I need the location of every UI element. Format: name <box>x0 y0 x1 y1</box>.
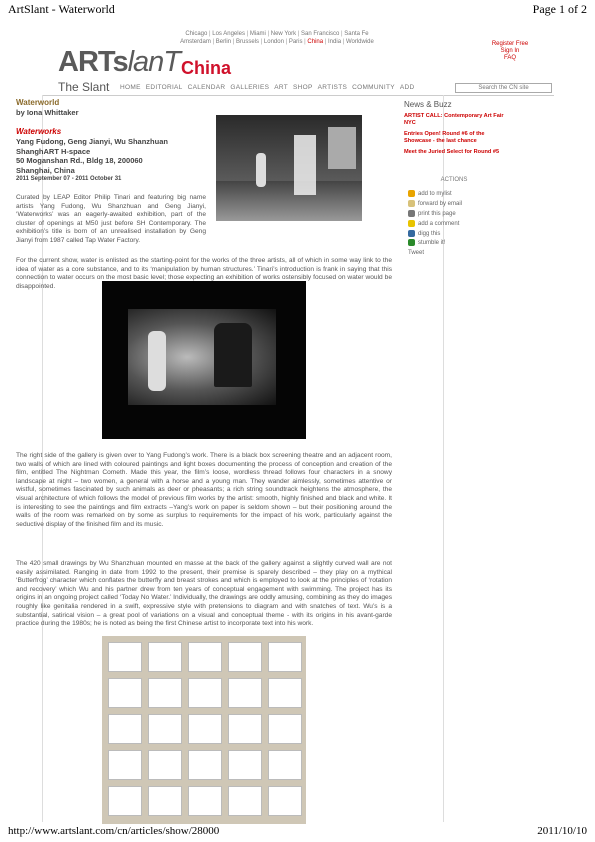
action-item[interactable] <box>408 190 462 200</box>
print-title: ArtSlant - Waterworld <box>8 2 115 16</box>
sidebar-link[interactable]: ARTIST CALL: Contemporary Art Fair NYC <box>404 113 504 126</box>
the-slant-label[interactable]: The Slant <box>58 80 110 94</box>
drawing-frame <box>148 642 182 672</box>
nav-item[interactable]: EDITORIAL <box>145 84 183 91</box>
nav-item[interactable]: GALLERIES <box>230 84 270 91</box>
drawing-frame <box>108 786 142 816</box>
drawing-frame <box>148 750 182 780</box>
city-link[interactable]: Los Angeles <box>212 31 245 37</box>
photo-floor <box>216 181 362 221</box>
action-item[interactable] <box>408 230 462 240</box>
show-venue[interactable]: ShanghART H-space <box>16 146 91 156</box>
faq-link[interactable]: FAQ <box>503 55 516 61</box>
film-still-scene <box>128 309 276 405</box>
photo-screen <box>328 127 356 169</box>
sidebar-link[interactable]: Meet the Juried Select for Round #5 <box>404 149 500 155</box>
action-item[interactable] <box>408 239 462 249</box>
drawing-frame <box>188 750 222 780</box>
article-paragraph-1: Curated by LEAP Editor Philip Tinari and featuring big name artists Yang Fudong, Wu Shanzhuan and Geng Jianyi, ‘Waterworks’ was an eagerly-awaited exhibition, part of the cluster of openings at M50 just before SH Contemporary. The exhibition’s title is born of an unrealised installation by Geng Jianyi from 1987 called Tap Water Factory. <box>16 194 206 244</box>
show-dates: 2011 September 07 - 2011 October 31 <box>16 176 122 182</box>
drawing-frame <box>268 750 302 780</box>
action-label: forward by email <box>418 200 463 207</box>
drawings-wall-photo <box>102 636 306 824</box>
nav-item[interactable]: SHOP <box>293 84 313 91</box>
city-link[interactable]: Chicago <box>185 31 208 37</box>
photo-sculpture <box>294 135 316 195</box>
drawing-frame <box>268 642 302 672</box>
drawing-frame <box>188 678 222 708</box>
city-link[interactable]: London <box>263 39 284 45</box>
article-byline[interactable]: by Iona Whittaker <box>16 108 79 117</box>
stumbleupon-icon <box>408 239 415 246</box>
drawing-frame <box>148 678 182 708</box>
city-link[interactable]: Brussels <box>235 39 259 45</box>
action-label: digg this <box>418 230 441 237</box>
article-title: Waterworld <box>16 98 60 107</box>
show-artists: Yang Fudong, Geng Jianyi, Wu Shanzhuan <box>16 137 168 146</box>
print-page-number: Page 1 of 2 <box>532 2 587 16</box>
show-title[interactable]: Waterworks <box>16 127 62 136</box>
city-link[interactable]: Miami <box>249 31 266 37</box>
printer-icon <box>408 210 415 217</box>
print-url: http://www.artslant.com/cn/articles/show/28000 <box>8 825 220 837</box>
drawing-frame <box>268 714 302 744</box>
city-nav: Chicago | Los Angeles | Miami | New York | San Francisco | Santa Fe Amsterdam | Berlin | Brussels | London | Paris | China | India | Worldwide <box>180 31 374 45</box>
logo-art: ARTs <box>58 46 128 78</box>
sidebar-links <box>404 113 504 160</box>
article-paragraph-3: The right side of the gallery is given over to Yang Fudong’s work. There is a black box screening theatre and an adjacent room, two walls of which are lined with coloured paintings and light boxes documenting the process of conception and creation of the film, entitled The Nightman Cometh. Made this year, the film’s loose, wordless thread follows four characters in a snowy landscape at night – two women, a general with a horse and a young man. They wander aimlessly, sometimes attentive or wistful, sometimes fascinated by such animals as deer or pheasants; a rich string soundtrack heightens the atmosphere, the visual architecture of which follows the model of previous film works by the artist: smooth, highly finished and black and white. It is interesting to see the paintings and film extracts –Yang’s work on paper is seldom shown – but their positioning around the walls of the room was remarked on by some as surplus to requirements for the impact of his work, particularly against the seductive display of the finished film and its music. <box>16 452 392 528</box>
drawing-frame <box>148 786 182 816</box>
plus-icon <box>408 190 415 197</box>
logo-slant: lanT <box>127 46 180 78</box>
account-links <box>472 41 548 62</box>
action-item[interactable] <box>408 200 462 210</box>
drawing-frame <box>108 714 142 744</box>
show-address: 50 Moganshan Rd., Bldg 18, 200060 <box>16 156 143 165</box>
action-label: Tweet <box>408 250 425 257</box>
nav-item[interactable]: ARTISTS <box>317 84 348 91</box>
city-link[interactable]: New York <box>270 31 297 37</box>
actions-label: ACTIONS <box>440 177 468 183</box>
film-still-deer <box>214 323 252 387</box>
city-link[interactable]: Amsterdam <box>180 39 211 45</box>
drawing-frame <box>108 642 142 672</box>
show-details <box>16 137 216 175</box>
city-link[interactable]: Santa Fe <box>344 31 369 37</box>
city-link[interactable]: San Francisco <box>301 31 340 37</box>
comment-icon <box>408 220 415 227</box>
action-label: add to mylist <box>418 191 452 198</box>
film-still-photo <box>102 281 306 439</box>
nav-item[interactable]: HOME <box>120 84 141 91</box>
drawing-frame <box>228 786 262 816</box>
drawing-frame <box>228 642 262 672</box>
drawing-frame <box>228 714 262 744</box>
drawing-frame <box>108 678 142 708</box>
article-paragraph-2: For the current show, water is enlisted as the starting-point for the works of the three artists, all of which in some way link to the idea of water as a core substance, and to its ‘manipulation by human structures.’ Tinari’s introduction is frank in saying that this connection to water occurs on the most basic level; those expecting an exhibition of works ostensibly focused on water would be disappointed. <box>16 257 392 290</box>
drawing-frame <box>188 642 222 672</box>
action-item[interactable] <box>408 220 462 230</box>
film-still-woman <box>148 331 166 391</box>
action-item[interactable] <box>408 210 462 220</box>
article-paragraph-4: The 420 small drawings by Wu Shanzhuan mounted en masse at the back of the gallery against a slightly curved wall are not easily assimilated. Ranging in date from 1992 to the present, their premise is sparely described – they play on a mythical ‘Butterfrog’ character which conflates the butterfly and breast strokes and which is employed to look at the principles of ‘rotation and recovery’ which Wu and his partner drew from ten years of conceptual engagement with swimming. The project has its origins in an ongoing project called ‘Today No Water.’ Individually, the drawings are oddly amusing, combining as they do images roughly like genitalia rendered in a swift, expressive style with pretensions to diagram and with snatches of text. Wu’s is a substantial, satirical vision – a great pool of variations on a visual and conceptual theme - with its origins in his avant-garde practice during the 1980s; he is noted as being the first Chinese artist to incorporate text into his work. <box>16 560 392 628</box>
exhibition-photo <box>216 115 362 221</box>
drawing-frame <box>188 714 222 744</box>
city-link[interactable]: China <box>307 39 324 45</box>
action-label: stumble it! <box>418 240 446 247</box>
city-link[interactable]: Berlin <box>215 39 232 45</box>
action-label: add a comment <box>418 220 460 227</box>
action-label: print this page <box>418 210 456 217</box>
main-nav <box>120 84 420 91</box>
drawing-frame <box>108 750 142 780</box>
sidebar-heading: News & Buzz <box>404 100 452 109</box>
city-link[interactable]: Worldwide <box>345 39 374 45</box>
drawing-frame <box>148 714 182 744</box>
digg-icon <box>408 230 415 237</box>
drawing-frame <box>188 786 222 816</box>
city-link[interactable]: Paris <box>288 39 303 45</box>
city-link[interactable]: India <box>328 39 342 45</box>
nav-item[interactable]: ADD <box>399 84 415 91</box>
sidebar-link[interactable]: Entries Open! Round #6 of the Showcase - the last chance <box>404 131 485 144</box>
nav-item[interactable]: ART <box>274 84 289 91</box>
artslant-logo[interactable] <box>58 46 180 79</box>
drawing-frame <box>268 678 302 708</box>
print-header <box>8 2 587 18</box>
photo-figure <box>256 153 266 187</box>
drawing-frame <box>228 678 262 708</box>
actions-list <box>408 190 462 259</box>
register-link[interactable]: Register Free <box>491 41 529 47</box>
signin-link[interactable]: Sign In <box>500 48 520 54</box>
nav-item[interactable]: CALENDAR <box>187 84 226 91</box>
print-footer <box>8 825 587 839</box>
envelope-icon <box>408 200 415 207</box>
show-city: Shanghai, China <box>16 165 75 175</box>
region-title: China <box>181 58 232 78</box>
print-date: 2011/10/10 <box>537 825 587 837</box>
drawing-frame <box>268 786 302 816</box>
search-input[interactable]: Search the CN site <box>455 83 552 93</box>
drawing-frame <box>228 750 262 780</box>
action-item[interactable] <box>408 249 462 259</box>
nav-item[interactable]: COMMUNITY <box>352 84 395 91</box>
